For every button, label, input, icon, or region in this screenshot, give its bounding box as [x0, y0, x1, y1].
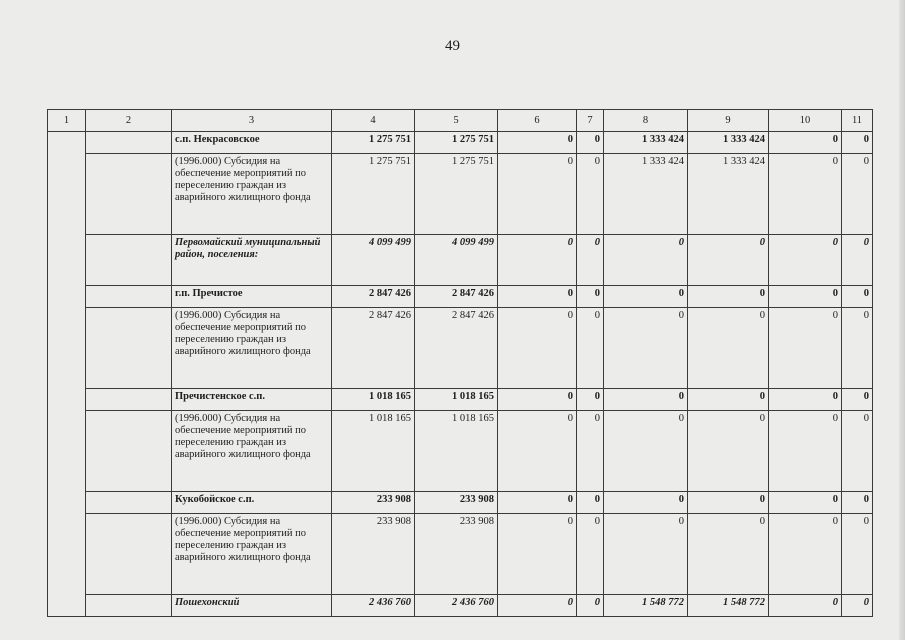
value-col11: 0 [842, 411, 873, 492]
table-row [48, 235, 873, 286]
value-col5: 1 275 751 [415, 154, 498, 235]
table-row [48, 389, 873, 411]
value-col7: 0 [577, 492, 604, 514]
value-col8: 1 333 424 [604, 154, 688, 235]
value-col4: 1 018 165 [332, 389, 415, 411]
value-col7: 0 [577, 154, 604, 235]
column-header: 7 [577, 110, 604, 132]
value-col11: 0 [842, 595, 873, 617]
value-col6: 0 [498, 411, 577, 492]
value-col4: 2 847 426 [332, 286, 415, 308]
column-header: 4 [332, 110, 415, 132]
value-col6: 0 [498, 286, 577, 308]
value-col10: 0 [769, 235, 842, 286]
table-row [48, 154, 873, 235]
value-col8: 1 333 424 [604, 132, 688, 154]
value-col8: 0 [604, 514, 688, 595]
table-row [48, 492, 873, 514]
value-col7: 0 [577, 235, 604, 286]
value-col7: 0 [577, 286, 604, 308]
value-col5: 1 275 751 [415, 132, 498, 154]
value-col6: 0 [498, 308, 577, 389]
value-col5: 2 847 426 [415, 286, 498, 308]
row-name: (1996.000) Субсидия на обеспечение мероприятий по переселению граждан из аварийного жилищного фонда [172, 308, 332, 389]
value-col10: 0 [769, 492, 842, 514]
row-name: г.п. Пречистое [172, 286, 332, 308]
row-name: Пречистенское с.п. [172, 389, 332, 411]
value-col11: 0 [842, 514, 873, 595]
value-col8: 0 [604, 235, 688, 286]
value-col8: 0 [604, 389, 688, 411]
group-number-cell [48, 132, 86, 617]
value-col10: 0 [769, 286, 842, 308]
value-col5: 4 099 499 [415, 235, 498, 286]
value-col9: 0 [688, 492, 769, 514]
column-header: 11 [842, 110, 873, 132]
column-header: 5 [415, 110, 498, 132]
value-col4: 1 275 751 [332, 154, 415, 235]
table-row [48, 132, 873, 154]
value-col6: 0 [498, 389, 577, 411]
value-col11: 0 [842, 235, 873, 286]
table-row [48, 286, 873, 308]
value-col9: 0 [688, 411, 769, 492]
table-header-row [48, 110, 873, 132]
value-col5: 2 847 426 [415, 308, 498, 389]
column-header: 1 [48, 110, 86, 132]
table-row [48, 308, 873, 389]
value-col6: 0 [498, 492, 577, 514]
value-col9: 0 [688, 514, 769, 595]
value-col4: 4 099 499 [332, 235, 415, 286]
column-header: 2 [86, 110, 172, 132]
value-col9: 1 333 424 [688, 132, 769, 154]
value-col10: 0 [769, 308, 842, 389]
value-col6: 0 [498, 235, 577, 286]
value-col10: 0 [769, 389, 842, 411]
row-name: (1996.000) Субсидия на обеспечение мероприятий по переселению граждан из аварийного жилищного фонда [172, 411, 332, 492]
code-cell [86, 308, 172, 389]
table-row [48, 595, 873, 617]
row-name: Пошехонский [172, 595, 332, 617]
value-col4: 233 908 [332, 492, 415, 514]
code-cell [86, 132, 172, 154]
budget-table [47, 109, 873, 617]
value-col10: 0 [769, 154, 842, 235]
row-name: (1996.000) Субсидия на обеспечение мероприятий по переселению граждан из аварийного жилищного фонда [172, 514, 332, 595]
row-name: Кукобойское с.п. [172, 492, 332, 514]
value-col6: 0 [498, 154, 577, 235]
value-col7: 0 [577, 132, 604, 154]
value-col9: 0 [688, 389, 769, 411]
code-cell [86, 411, 172, 492]
code-cell [86, 154, 172, 235]
value-col5: 2 436 760 [415, 595, 498, 617]
table-row [48, 411, 873, 492]
value-col9: 0 [688, 235, 769, 286]
value-col8: 0 [604, 286, 688, 308]
code-cell [86, 492, 172, 514]
value-col10: 0 [769, 132, 842, 154]
page-number: 49 [445, 38, 460, 54]
value-col10: 0 [769, 595, 842, 617]
row-name: Первомайский муниципальный район, поселения: [172, 235, 332, 286]
code-cell [86, 389, 172, 411]
column-header: 10 [769, 110, 842, 132]
value-col7: 0 [577, 411, 604, 492]
value-col4: 2 436 760 [332, 595, 415, 617]
value-col9: 0 [688, 308, 769, 389]
value-col5: 233 908 [415, 492, 498, 514]
value-col11: 0 [842, 492, 873, 514]
code-cell [86, 235, 172, 286]
value-col8: 1 548 772 [604, 595, 688, 617]
value-col4: 1 275 751 [332, 132, 415, 154]
value-col11: 0 [842, 154, 873, 235]
code-cell [86, 286, 172, 308]
column-header: 6 [498, 110, 577, 132]
value-col8: 0 [604, 492, 688, 514]
value-col4: 2 847 426 [332, 308, 415, 389]
value-col6: 0 [498, 595, 577, 617]
page-edge-shadow [899, 0, 905, 640]
value-col5: 1 018 165 [415, 389, 498, 411]
value-col6: 0 [498, 132, 577, 154]
value-col9: 0 [688, 286, 769, 308]
value-col5: 233 908 [415, 514, 498, 595]
value-col4: 233 908 [332, 514, 415, 595]
table-row [48, 514, 873, 595]
row-name: с.п. Некрасовское [172, 132, 332, 154]
value-col8: 0 [604, 411, 688, 492]
value-col11: 0 [842, 389, 873, 411]
value-col9: 1 333 424 [688, 154, 769, 235]
value-col11: 0 [842, 286, 873, 308]
value-col10: 0 [769, 411, 842, 492]
value-col10: 0 [769, 514, 842, 595]
value-col6: 0 [498, 514, 577, 595]
code-cell [86, 514, 172, 595]
value-col7: 0 [577, 595, 604, 617]
value-col5: 1 018 165 [415, 411, 498, 492]
value-col8: 0 [604, 308, 688, 389]
value-col7: 0 [577, 389, 604, 411]
row-name: (1996.000) Субсидия на обеспечение мероприятий по переселению граждан из аварийного жилищного фонда [172, 154, 332, 235]
value-col11: 0 [842, 132, 873, 154]
value-col9: 1 548 772 [688, 595, 769, 617]
column-header: 8 [604, 110, 688, 132]
column-header: 9 [688, 110, 769, 132]
value-col7: 0 [577, 514, 604, 595]
value-col4: 1 018 165 [332, 411, 415, 492]
code-cell [86, 595, 172, 617]
value-col7: 0 [577, 308, 604, 389]
value-col11: 0 [842, 308, 873, 389]
column-header: 3 [172, 110, 332, 132]
